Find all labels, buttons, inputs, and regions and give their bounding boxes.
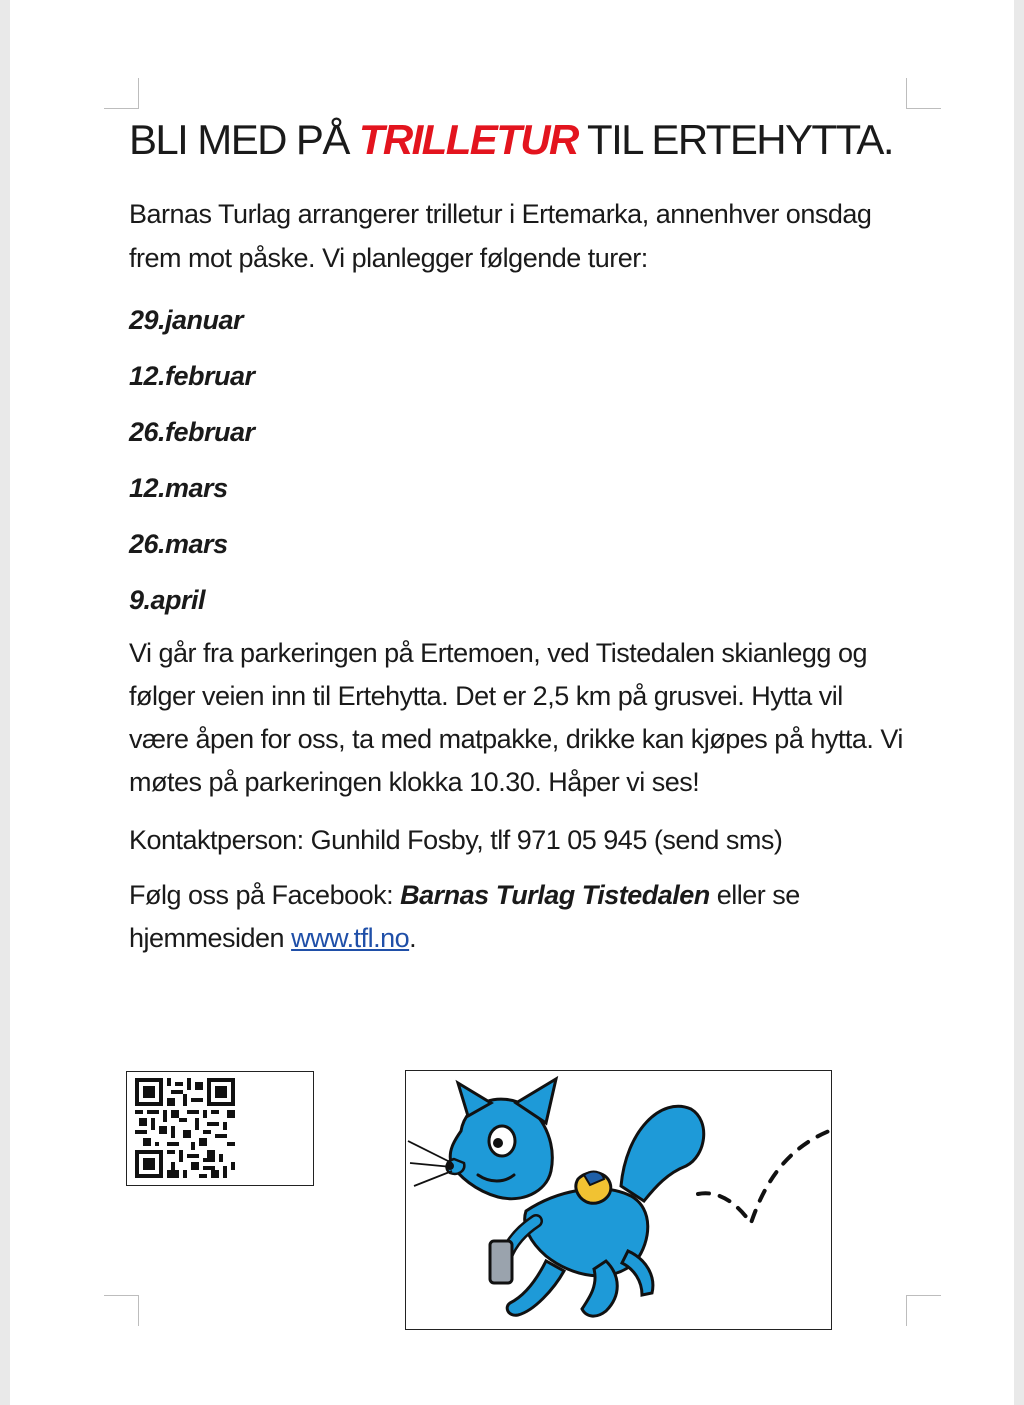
title-highlight: TRILLETUR <box>358 116 578 163</box>
title-before: BLI MED PÅ <box>129 116 359 163</box>
crop-mark-top-left <box>104 78 139 109</box>
fox-mascot-illustration <box>406 1071 831 1329</box>
flyer-content <box>129 112 909 960</box>
date-list <box>129 292 909 628</box>
facebook-group-name: Barnas Turlag Tistedalen <box>400 880 710 910</box>
follow-middle: eller se hjemmesiden <box>129 880 800 953</box>
date-item: 26.februar <box>129 417 255 447</box>
date-item: 9.april <box>129 585 206 615</box>
date-item: 12.mars <box>129 473 228 503</box>
title-after: TIL ERTEHYTTA. <box>577 116 893 163</box>
date-item: 12.februar <box>129 361 255 391</box>
follow-paragraph <box>129 874 909 960</box>
mascot-picture-box <box>405 1070 832 1330</box>
follow-prefix: Følg oss på Facebook: <box>129 880 401 910</box>
date-item: 29.januar <box>129 305 244 335</box>
details-paragraph: Vi går fra parkeringen på Ertemoen, ved Tistedalen skianlegg og følger veien inn til Ertehytta. Det er 2,5 km på grusvei. Hytta vil være åpen for oss, ta med matpakke, drikke kan kjøpes på hytta. Vi møtes på parkeringen klokka 10.30. Håper vi ses! <box>129 638 903 797</box>
crop-mark-top-right <box>906 78 941 109</box>
contact-line: Kontaktperson: Gunhild Fosby, tlf 971 05 945 (send sms) <box>129 825 783 855</box>
intro-paragraph: Barnas Turlag arrangerer trilletur i Ertemarka, annenhver onsdag frem mot påske. Vi planlegger følgende turer: <box>129 199 872 273</box>
date-item: 26.mars <box>129 529 228 559</box>
page-title <box>129 112 909 168</box>
follow-suffix: . <box>409 923 417 953</box>
website-link[interactable]: www.tfl.no <box>291 923 410 953</box>
crop-mark-bottom-right <box>906 1295 941 1326</box>
qr-code-box <box>126 1071 314 1186</box>
crop-mark-bottom-left <box>104 1295 139 1326</box>
qr-code-icon <box>135 1078 235 1178</box>
